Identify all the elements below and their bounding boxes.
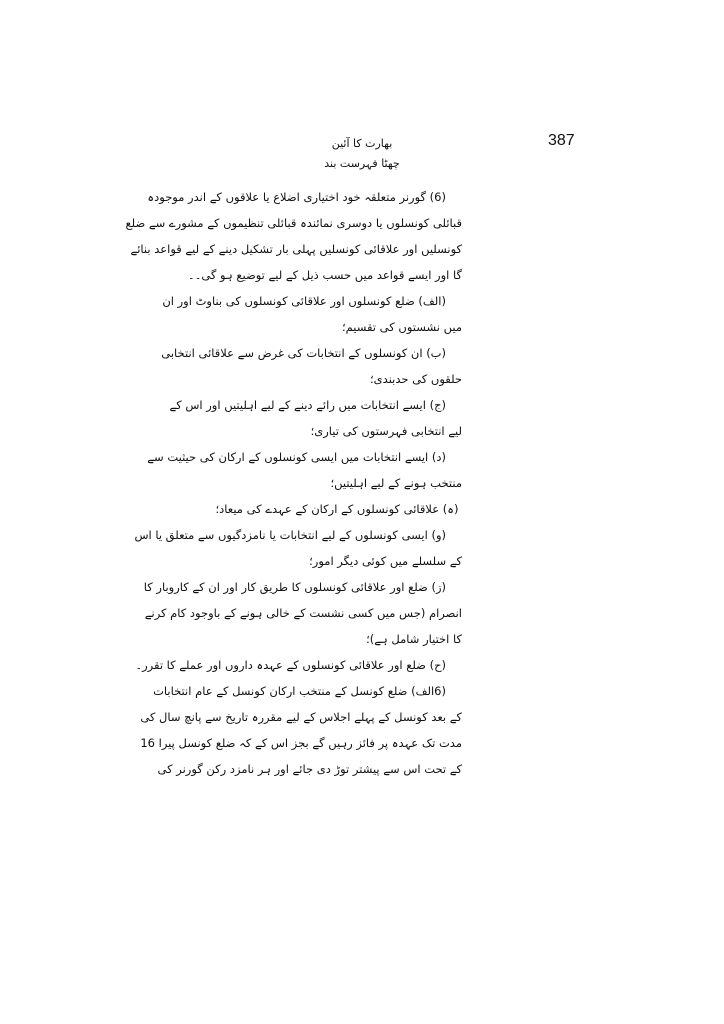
text-line: کا اختیار شامل ہے)؛	[366, 632, 462, 646]
body-text	[125, 184, 462, 782]
text-line: (ح) ضلع اور علاقائی کونسلوں کے عہدہ داروں اور عملے کا تقرر۔	[135, 658, 446, 672]
text-line: (ج) ایسے انتخابات میں رائے دینے کے لیے اہلیتیں اور اس کے	[169, 398, 446, 412]
text-line: (ب) ان کونسلوں کے انتخابات کی غرض سے علاقائی انتخابی	[161, 346, 446, 360]
text-line: مدت تک عہدہ پر فائز رہیں گے بجز اس کے کہ ضلع کونسل پیرا 16	[140, 736, 462, 750]
text-line: گا اور ایسے قواعد میں حسب ذیل کے لیے توضیع ہو گی۔۔	[187, 268, 462, 282]
header-title: بھارت کا آئین	[331, 137, 393, 150]
text-line: (د) ایسے انتخابات میں ایسی کونسلوں کے ارکان کی حیثیت سے	[147, 450, 446, 464]
text-line: کے تحت اس سے پیشتر توڑ دی جائے اور ہر نامزد رکن گورنر کی	[157, 762, 462, 776]
page-number: 387	[548, 132, 575, 149]
text-line: (و) ایسی کونسلوں کے لیے انتخابات یا نامزدگیوں سے متعلق یا اس	[134, 528, 446, 542]
text-line: (الف) ضلع کونسلوں اور علاقائی کونسلوں کی بناوٹ اور ان	[162, 294, 446, 308]
text-line: (ہ) علاقائی کونسلوں کے ارکان کے عہدے کی میعاد؛	[215, 502, 459, 516]
header-subtitle: چھٹا فہرست بند	[324, 157, 400, 170]
text-line: (6) گورنر متعلقہ خود اختیاری اضلاع یا علاقوں کے اندر موجودہ	[147, 190, 446, 204]
text-line: کے سلسلے میں کوئی دیگر امور؛	[309, 554, 462, 568]
text-line: حلقوں کی حدبندی؛	[370, 372, 462, 386]
text-line: کے بعد کونسل کے پہلے اجلاس کے لیے مقررہ تاریخ سے پانچ سال کی	[140, 710, 462, 724]
text-line: کونسلیں اور علاقائی کونسلیں پہلی بار تشکیل دینے کے لیے قواعد بنائے	[130, 242, 462, 256]
text-line: قبائلی کونسلوں یا دوسری نمائندہ قبائلی تنظیموں کے مشورے سے ضلع	[125, 216, 462, 230]
text-line: انصرام (جس میں کسی نشست کے خالی ہونے کے باوجود کام کرنے	[144, 606, 462, 620]
text-line: منتخب ہونے کے لیے اہلیتیں؛	[330, 476, 462, 490]
text-line: لیے انتخابی فہرستوں کی تیاری؛	[310, 424, 462, 438]
text-line: (6الف) ضلع کونسل کے منتخب ارکان کونسل کے عام انتخابات	[153, 684, 446, 698]
text-line: (ز) ضلع اور علاقائی کونسلوں کا طریق کار اور ان کے کاروبار کا	[143, 580, 446, 594]
text-line: میں نشستوں کی تقسیم؛	[341, 320, 462, 334]
running-header	[300, 134, 424, 174]
